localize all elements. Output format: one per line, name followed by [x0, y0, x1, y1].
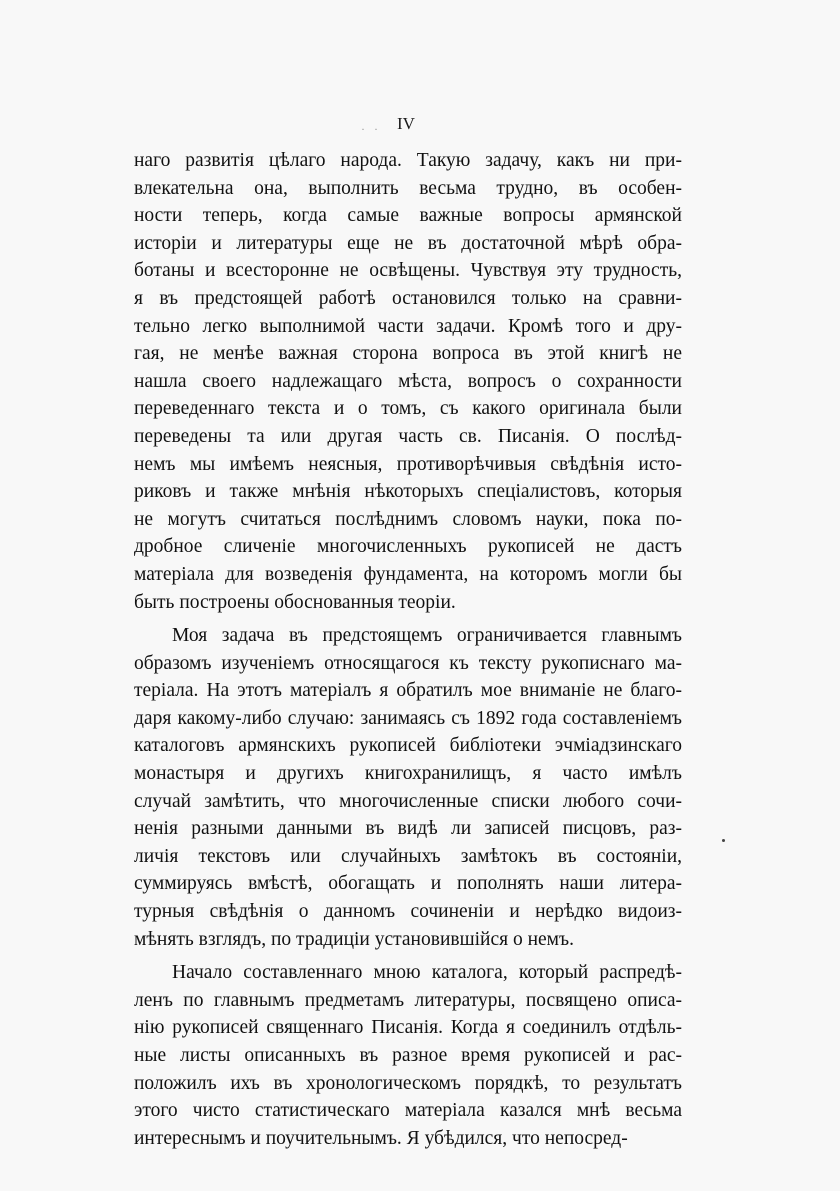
text-line: турныя свѣдѣнія о данномъ сочиненіи и нерѣдко видоиз- — [134, 901, 682, 923]
text-line: нашла своего надлежащаго мѣста, вопросъ о сохранности — [134, 370, 682, 392]
text-line: случай замѣтить, что многочисленные списки любого сочи- — [134, 790, 682, 812]
text-line: матеріала для возведенія фундамента, на которомъ могли бы — [134, 563, 682, 585]
text-line: немъ мы имѣемъ неясныя, противорѣчивыя свѣдѣнія исто- — [134, 453, 682, 475]
text-line: каталоговъ армянскихъ рукописей библіотеки эчміадзинскаго — [134, 735, 682, 757]
text-line: ботаны и всесторонне не освѣщены. Чувствуя эту трудность, — [134, 260, 682, 282]
text-line: переведены та или другая часть св. Писанія. О послѣд- — [134, 425, 682, 447]
text-line: ности теперь, когда самые важные вопросы армянской — [134, 205, 682, 227]
scan-specks: · · — [361, 122, 381, 136]
text-line: быть построены обоснованныя теоріи. — [134, 591, 456, 613]
text-line: Моя задача въ предстоящемъ ограничивается главнымъ — [172, 625, 682, 647]
text-line: тельно легко выполнимой части задачи. Кромѣ того и дру- — [134, 315, 682, 337]
text-line: риковъ и также мнѣнія нѣкоторыхъ спеціалистовъ, которыя — [134, 481, 682, 503]
text-line: мѣнять взглядъ, по традиціи установившійся о немъ. — [134, 928, 574, 950]
text-line: личія текстовъ или случайныхъ замѣтокъ въ состояніи, — [134, 845, 682, 867]
scan-speck — [722, 839, 725, 842]
text-line: даря какому-либо случаю: занимаясь съ 1892 года составленіемъ — [134, 707, 682, 729]
text-line: монастыря и другихъ книгохранилищъ, я часто имѣлъ — [134, 763, 682, 785]
text-line: влекательна она, выполнить весьма трудно, въ особен- — [134, 177, 682, 199]
text-line: ленъ по главнымъ предметамъ литературы, посвящено описа- — [134, 989, 682, 1011]
text-line: гая, не менѣе важная сторона вопроса въ этой книгѣ не — [134, 343, 682, 365]
text-line: ные листы описанныхъ въ разное время рукописей и рас- — [134, 1045, 682, 1066]
text-line: исторіи и литературы еще не въ достаточной мѣрѣ обра- — [134, 232, 682, 254]
text-line: теріала. На этотъ матеріалъ я обратилъ мое вниманіе не благо- — [134, 680, 682, 702]
body-text — [134, 147, 682, 1152]
text-line: этого чисто статистическаго матеріала казался мнѣ весьма — [134, 1100, 682, 1122]
text-line: образомъ изученіемъ относящагося къ тексту рукописнаго ма- — [134, 652, 682, 674]
text-line: дробное сличеніе многочисленныхъ рукописей не дастъ — [134, 536, 682, 558]
text-line: переведеннаго текста и о томъ, съ какого оригинала были — [134, 398, 682, 420]
text-line: интереснымъ и поучительнымъ. Я убѣдился, что непосред- — [134, 1127, 628, 1149]
paragraph — [134, 147, 682, 616]
text-line: суммируясь вмѣстѣ, обогащать и пополнять наши литера- — [134, 873, 682, 895]
text-line: я въ предстоящей работѣ остановился только на сравни- — [134, 287, 682, 309]
text-line: наго развитія цѣлаго народа. Такую задачу, какъ ни при- — [134, 150, 682, 171]
text-line: Начало составленнаго мною каталога, который распредѣ- — [172, 962, 682, 984]
page-number: IV — [397, 114, 415, 133]
text-line: не могутъ считаться послѣднимъ словомъ науки, пока по- — [134, 508, 682, 530]
text-line: нію рукописей священнаго Писанія. Когда я соединилъ отдѣль- — [134, 1017, 682, 1039]
text-line: положилъ ихъ въ хронологическомъ порядкѣ, то результатъ — [134, 1072, 682, 1094]
text-line: ненія разными данными въ видѣ ли записей писцовъ, раз- — [134, 818, 682, 840]
paragraph — [134, 622, 682, 953]
paragraph — [134, 959, 682, 1152]
